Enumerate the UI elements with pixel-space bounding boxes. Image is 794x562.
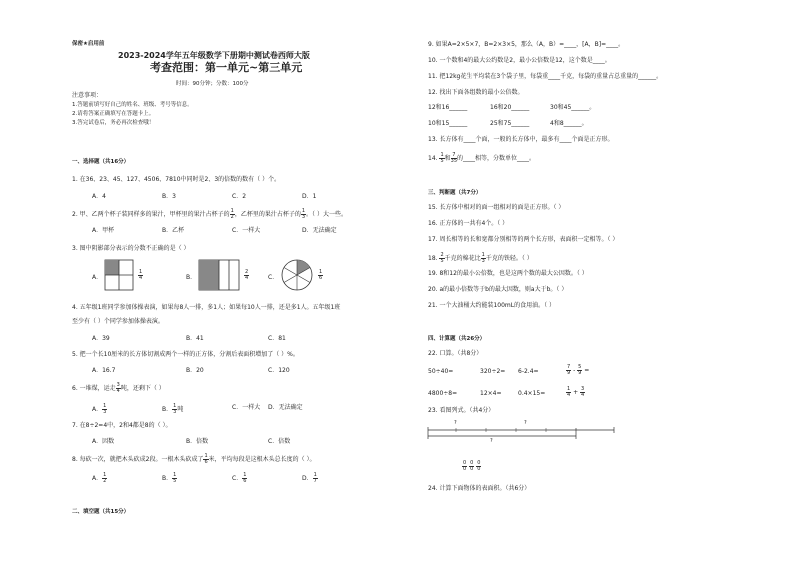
lcm-item: 4和8______。 <box>550 120 588 127</box>
denominator: 2 <box>103 478 107 484</box>
calc-item: 320÷2= <box>480 368 506 375</box>
fraction <box>242 473 247 484</box>
notes-title: 注意事项： <box>72 92 103 99</box>
figure-c-circle <box>280 258 314 292</box>
unknown-mark: ? <box>490 438 493 444</box>
numerator: 0 <box>463 460 467 466</box>
option: B．3 <box>162 193 176 200</box>
numerator: 1 <box>173 472 177 478</box>
section-title-judge: 三、判断题（共7分） <box>428 190 482 196</box>
option <box>162 404 183 415</box>
question-17: 17. 周长相等的长和宽都分别相等的两个长方形，表面积一定相等。（ ） <box>428 236 619 243</box>
option: A．4 <box>92 193 106 200</box>
q6-text: 6. 一堆煤，运走 <box>72 385 116 392</box>
note-item: 2.请将答案正确填写在答题卡上。 <box>72 111 155 117</box>
denominator: 5 <box>440 258 444 264</box>
numerator: 1 <box>103 472 107 478</box>
numerator: 7 <box>452 152 456 158</box>
question-9: 9. 如果A=2×5×7，B=2×3×5，那么（A，B）=____，[A，B]=____。 <box>428 41 625 48</box>
question-18 <box>428 253 533 264</box>
option-label: B． <box>162 475 173 482</box>
numerator: 1 <box>440 152 444 158</box>
blank-fractions <box>462 461 481 472</box>
numerator: 0 <box>470 460 474 466</box>
option: A．甲杯 <box>92 227 115 234</box>
exam-title: 2023-2024学年五年级数学下册期中测试卷西师大版 <box>118 51 310 60</box>
fraction <box>577 365 582 376</box>
question-5: 5. 把一个长10厘米的长方体切割成两个一样的正方体，分割后表面积增加了（ ）%。 <box>72 351 299 358</box>
numerator: 1 <box>139 269 143 275</box>
option: D．无法确定 <box>268 404 303 411</box>
calc-fraction-item: $\frac{7}{9}$ - $\frac{5}{9}$ = <box>567 364 590 376</box>
option-label: D． <box>302 475 313 482</box>
option: A．因数 <box>92 438 115 445</box>
fraction <box>462 461 467 472</box>
numerator: 3 <box>116 382 120 388</box>
figure-a-square <box>104 259 134 291</box>
option <box>92 473 107 484</box>
fraction <box>102 473 107 484</box>
option <box>302 473 318 484</box>
q2-text: ，乙杯里的果汁占杯子的 <box>234 211 301 218</box>
question-15: 15. 长方体中相对的面一组相对的面是正方形。（ ） <box>428 204 565 211</box>
question-16: 16. 正方体的一共有4个。（ ） <box>428 220 509 227</box>
q14-text: 和 <box>444 155 451 162</box>
denominator: 3 <box>173 409 177 415</box>
question-4-line2: 至少有（ ）个同学参加体操表演。 <box>72 318 164 325</box>
numerator: 1 <box>319 269 323 275</box>
numerator: 2 <box>440 252 444 258</box>
question-23: 23. 看图列式。（共4分） <box>428 407 495 414</box>
denominator: 4 <box>581 392 585 398</box>
question-3: 3. 图中阴影部分表示的分数不正确的是（ ） <box>72 245 190 252</box>
option: C．81 <box>268 335 286 342</box>
lcm-item: 10和15______ <box>428 120 468 127</box>
secret-label: 保密★启用前 <box>72 41 105 47</box>
numerator: 1 <box>243 472 247 478</box>
option: D．无法确定 <box>302 227 337 234</box>
question-6 <box>72 383 165 394</box>
numerator: 1 <box>204 453 208 459</box>
lcm-item: 16和20______ <box>490 104 530 111</box>
option-unit: 吨 <box>177 406 184 413</box>
option <box>162 473 177 484</box>
unknown-mark: ? <box>524 420 527 426</box>
option: B． <box>186 274 197 281</box>
denominator: 5 <box>173 478 177 484</box>
question-24: 24. 计算下面物体的表面积。（共6分） <box>428 485 531 492</box>
numerator: 1 <box>313 472 317 478</box>
option: A．16.7 <box>92 367 116 374</box>
fraction <box>172 473 177 484</box>
numerator: 2 <box>245 269 249 275</box>
denominator: 3 <box>103 409 107 415</box>
option: A． <box>92 274 103 281</box>
calc-item: 50÷40= <box>428 368 454 375</box>
q8-text: 米，平均每段是这根木头总长度的（ ）。 <box>208 456 316 463</box>
option: C．120 <box>268 367 290 374</box>
q2-text: 。（ ）大一些。 <box>306 211 347 218</box>
q6-text: 吨，还剩下（ ） <box>120 385 165 392</box>
lcm-item: 25和75______ <box>490 120 530 127</box>
option-label: B． <box>162 406 173 413</box>
numerator: 1 <box>481 252 485 258</box>
question-10: 10. 一个数和4的最大公约数是2，最小公倍数是12，这个数是____。 <box>428 57 611 64</box>
denominator: 0 <box>463 466 467 472</box>
question-12: 12. 找出下面各组数的最小公倍数。 <box>428 89 524 96</box>
option-label: A． <box>92 406 103 413</box>
denominator: 0 <box>477 466 481 472</box>
denominator: 3 <box>481 258 485 264</box>
denominator: 9 <box>567 370 571 376</box>
option: C．2 <box>232 193 247 200</box>
note-item: 1.答题前填写好自己的姓名、班级、考号等信息。 <box>72 102 193 108</box>
q8-text: 8. 每砍一次，就把木头砍成2段。一根木头砍成了 <box>72 456 204 463</box>
question-13: 13. 长方体有____个面，一般的长方体中，最多有____个面是正方形。 <box>428 136 614 143</box>
calc-item: 4800÷8= <box>428 390 458 397</box>
q14-text: 的____相等，分数单位____。 <box>457 155 536 162</box>
denominator: 4 <box>116 388 120 394</box>
q18-text: 18. <box>428 255 440 262</box>
denominator: 35 <box>450 158 458 164</box>
q18-text: 千克的铁轻。（ ） <box>485 255 533 262</box>
denominator: 4 <box>567 392 571 398</box>
numerator: 1 <box>301 208 306 214</box>
figure-a-fraction <box>138 270 143 281</box>
figure-c-fraction <box>318 270 323 281</box>
option: C． <box>268 274 279 281</box>
denominator: 0 <box>470 466 474 472</box>
calc-item: 12×4= <box>480 390 502 397</box>
calc-fraction-item: $\frac{1}{4}$ + $\frac{3}{4}$ <box>567 386 585 398</box>
figure-b-fraction <box>244 270 249 281</box>
option: D．1 <box>302 193 317 200</box>
option: B．倍数 <box>186 438 209 445</box>
option-label: A． <box>92 475 103 482</box>
question-7: 7. 在8÷2=4中，2和4都是8的（ ）。 <box>72 422 172 429</box>
option <box>92 404 107 415</box>
option: C．一样大 <box>232 404 261 411</box>
numerator: 1 <box>567 386 571 392</box>
numerator: 7 <box>567 364 571 370</box>
denominator: 5 <box>440 158 444 164</box>
numerator: 5 <box>578 364 582 370</box>
fraction <box>566 365 571 376</box>
option-label: C． <box>232 475 243 482</box>
question-4-line1: 4. 五年级1班同学参加体操表演，如果每8人一排，多1人；如果每10人一排，还是多1人。五年级1班 <box>72 304 341 311</box>
numerator: 3 <box>581 386 585 392</box>
fraction <box>469 461 474 472</box>
numerator: 1 <box>230 208 234 214</box>
option: A．39 <box>92 335 110 342</box>
section-title-choice: 一、选择题（共16分） <box>72 159 130 165</box>
question-22: 22. 口算。（共8分） <box>428 350 483 357</box>
section-title-fill: 二、填空题（共15分） <box>72 509 130 515</box>
fraction <box>580 387 585 398</box>
denominator: 9 <box>578 370 582 376</box>
question-14 <box>428 153 535 164</box>
question-8 <box>72 454 316 465</box>
denominator: 3 <box>301 214 306 220</box>
fraction <box>313 473 318 484</box>
denominator: 6 <box>243 478 247 484</box>
numerator: 1 <box>173 403 177 409</box>
calc-item: 0.4×15= <box>518 390 546 397</box>
option: B．乙杯 <box>162 227 185 234</box>
numerator: 0 <box>477 460 481 466</box>
question-21: 21. 一个大油桶大约能装100mL的食用油。（ ） <box>428 302 555 309</box>
lcm-item: 30和45______。 <box>550 104 596 111</box>
q2-text: 2. 甲、乙两个杯子装同样多的果汁，甲杯里的果汁占杯子的 <box>72 211 230 218</box>
time-info: 时间：90分钟；分数：100分 <box>176 81 249 87</box>
fraction <box>102 404 107 415</box>
question-19: 19. 8和12的最小公倍数，也是这两个数的最大公因数。（ ） <box>428 270 588 277</box>
option: C．一样大 <box>232 227 261 234</box>
note-item: 3.答完试卷后，务必再次检查哦！ <box>72 120 155 126</box>
option <box>232 473 247 484</box>
fraction <box>566 387 571 398</box>
denominator: 4 <box>245 275 249 281</box>
denominator: 4 <box>139 275 143 281</box>
lcm-item: 12和16______ <box>428 104 468 111</box>
figure-b-rectangle <box>198 259 240 291</box>
fraction <box>476 461 481 472</box>
exam-subtitle: 考查范围：第一单元~第三单元 <box>150 61 303 74</box>
q14-text: 14. <box>428 155 440 162</box>
option: B．20 <box>186 367 204 374</box>
option: B．41 <box>186 335 204 342</box>
option: C．倍数 <box>268 438 291 445</box>
question-1: 1. 在36、23、45、127、4506、7810中同时是2、3的倍数的数有（ ）个。 <box>72 176 281 183</box>
q18-text: 千克的棉花比 <box>444 255 481 262</box>
unknown-mark: ? <box>454 420 457 426</box>
calc-item: 6-2.4= <box>518 368 539 375</box>
denominator: 2 <box>230 214 234 220</box>
question-2 <box>72 209 347 220</box>
numerator: 1 <box>103 403 107 409</box>
denominator: 7 <box>313 478 317 484</box>
section-title-calc: 四、计算题（共26分） <box>428 336 486 342</box>
denominator: 6 <box>204 459 208 465</box>
question-20: 20. a的最小倍数等于b的最大因数，则a大于b。（ ） <box>428 286 568 293</box>
denominator: 6 <box>319 275 323 281</box>
question-11: 11. 把12kg花生平均装在3个袋子里，每袋重____千克，每袋的重量占总重量的______。 <box>428 73 663 80</box>
